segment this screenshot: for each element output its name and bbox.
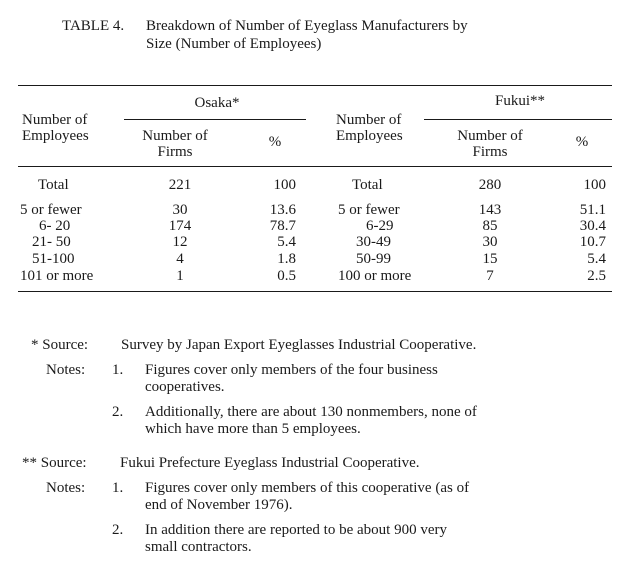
osaka-source-text: Survey by Japan Export Eyeglasses Industrial Cooperative. bbox=[121, 337, 477, 353]
osaka-row-label: 5 or fewer bbox=[20, 202, 82, 218]
osaka-row-firms: 221 bbox=[168, 177, 192, 193]
fukui-employees-header-line-1: Number of bbox=[336, 112, 402, 128]
osaka-row-pct: 100 bbox=[273, 177, 296, 193]
fukui-source-text: Fukui Prefecture Eyeglass Industrial Cooperative. bbox=[120, 455, 420, 471]
header-bottom-rule bbox=[18, 166, 612, 167]
osaka-header: Osaka* bbox=[194, 95, 240, 111]
osaka-row-firms: 30 bbox=[172, 202, 188, 218]
osaka-row-pct: 78.7 bbox=[269, 218, 296, 234]
osaka-group-rule bbox=[124, 119, 306, 120]
osaka-note-text: Figures cover only members of the four business bbox=[145, 362, 438, 378]
fukui-firms-header-line-2: Firms bbox=[472, 144, 508, 160]
table-top-rule bbox=[18, 85, 612, 86]
employees-header-line-2: Employees bbox=[22, 128, 89, 144]
osaka-row-label: 101 or more bbox=[20, 268, 94, 284]
table-title-line-2: Size (Number of Employees) bbox=[146, 36, 322, 52]
fukui-row-label: 5 or fewer bbox=[338, 202, 400, 218]
fukui-row-label: 6-29 bbox=[366, 218, 394, 234]
table-bottom-rule bbox=[18, 291, 612, 292]
fukui-notes-label: Notes: bbox=[46, 480, 86, 496]
osaka-note-text: cooperatives. bbox=[145, 379, 225, 395]
fukui-source-label: ** Source: bbox=[22, 455, 87, 471]
osaka-notes-label: Notes: bbox=[46, 362, 86, 378]
table-number: TABLE 4. bbox=[62, 18, 125, 34]
fukui-row-label: 50-99 bbox=[356, 251, 391, 267]
osaka-firms-header-line-1: Number of bbox=[142, 128, 208, 144]
fukui-note-text: Figures cover only members of this cooperative (as of bbox=[145, 480, 470, 496]
fukui-pct-header: % bbox=[575, 134, 589, 150]
fukui-row-pct: 30.4 bbox=[579, 218, 606, 234]
fukui-note-text: small contractors. bbox=[145, 539, 252, 555]
fukui-row-firms: 143 bbox=[478, 202, 502, 218]
osaka-source-label: * Source: bbox=[31, 337, 89, 353]
osaka-row-firms: 12 bbox=[172, 234, 188, 250]
fukui-row-pct: 51.1 bbox=[579, 202, 606, 218]
osaka-row-pct: 13.6 bbox=[269, 202, 296, 218]
fukui-row-firms: 280 bbox=[478, 177, 502, 193]
fukui-row-firms: 15 bbox=[482, 251, 498, 267]
fukui-firms-header-line-1: Number of bbox=[457, 128, 523, 144]
osaka-firms-header-line-2: Firms bbox=[157, 144, 193, 160]
fukui-row-label: Total bbox=[352, 177, 383, 193]
fukui-group-rule bbox=[424, 119, 612, 120]
osaka-row-firms: 1 bbox=[176, 268, 184, 284]
osaka-row-label: 6- 20 bbox=[39, 218, 71, 234]
osaka-row-label: 21- 50 bbox=[32, 234, 71, 250]
osaka-note-text: Additionally, there are about 130 nonmembers, none of bbox=[145, 404, 477, 420]
osaka-row-firms: 174 bbox=[168, 218, 192, 234]
osaka-note-text: which have more than 5 employees. bbox=[145, 421, 361, 437]
fukui-note-text: In addition there are reported to be about 900 very bbox=[145, 522, 447, 538]
osaka-row-label: Total bbox=[38, 177, 69, 193]
fukui-row-firms: 7 bbox=[486, 268, 494, 284]
table-title-line-1: Breakdown of Number of Eyeglass Manufacturers by bbox=[146, 18, 468, 34]
employees-header-line-1: Number of bbox=[22, 112, 88, 128]
osaka-row-pct: 1.8 bbox=[277, 251, 296, 267]
osaka-note-number: 2. bbox=[112, 404, 124, 420]
fukui-row-pct: 100 bbox=[583, 177, 606, 193]
fukui-row-pct: 5.4 bbox=[587, 251, 606, 267]
fukui-row-label: 30-49 bbox=[356, 234, 391, 250]
osaka-row-pct: 0.5 bbox=[277, 268, 296, 284]
osaka-row-pct: 5.4 bbox=[277, 234, 296, 250]
fukui-note-number: 1. bbox=[112, 480, 124, 496]
fukui-row-pct: 2.5 bbox=[587, 268, 606, 284]
fukui-row-firms: 30 bbox=[482, 234, 498, 250]
fukui-row-pct: 10.7 bbox=[579, 234, 606, 250]
fukui-note-number: 2. bbox=[112, 522, 124, 538]
fukui-note-text: end of November 1976). bbox=[145, 497, 293, 513]
osaka-row-firms: 4 bbox=[176, 251, 184, 267]
fukui-row-label: 100 or more bbox=[338, 268, 412, 284]
osaka-note-number: 1. bbox=[112, 362, 124, 378]
osaka-pct-header: % bbox=[268, 134, 282, 150]
fukui-row-firms: 85 bbox=[482, 218, 498, 234]
fukui-employees-header-line-2: Employees bbox=[336, 128, 403, 144]
fukui-header: Fukui** bbox=[494, 93, 545, 109]
osaka-row-label: 51-100 bbox=[32, 251, 75, 267]
